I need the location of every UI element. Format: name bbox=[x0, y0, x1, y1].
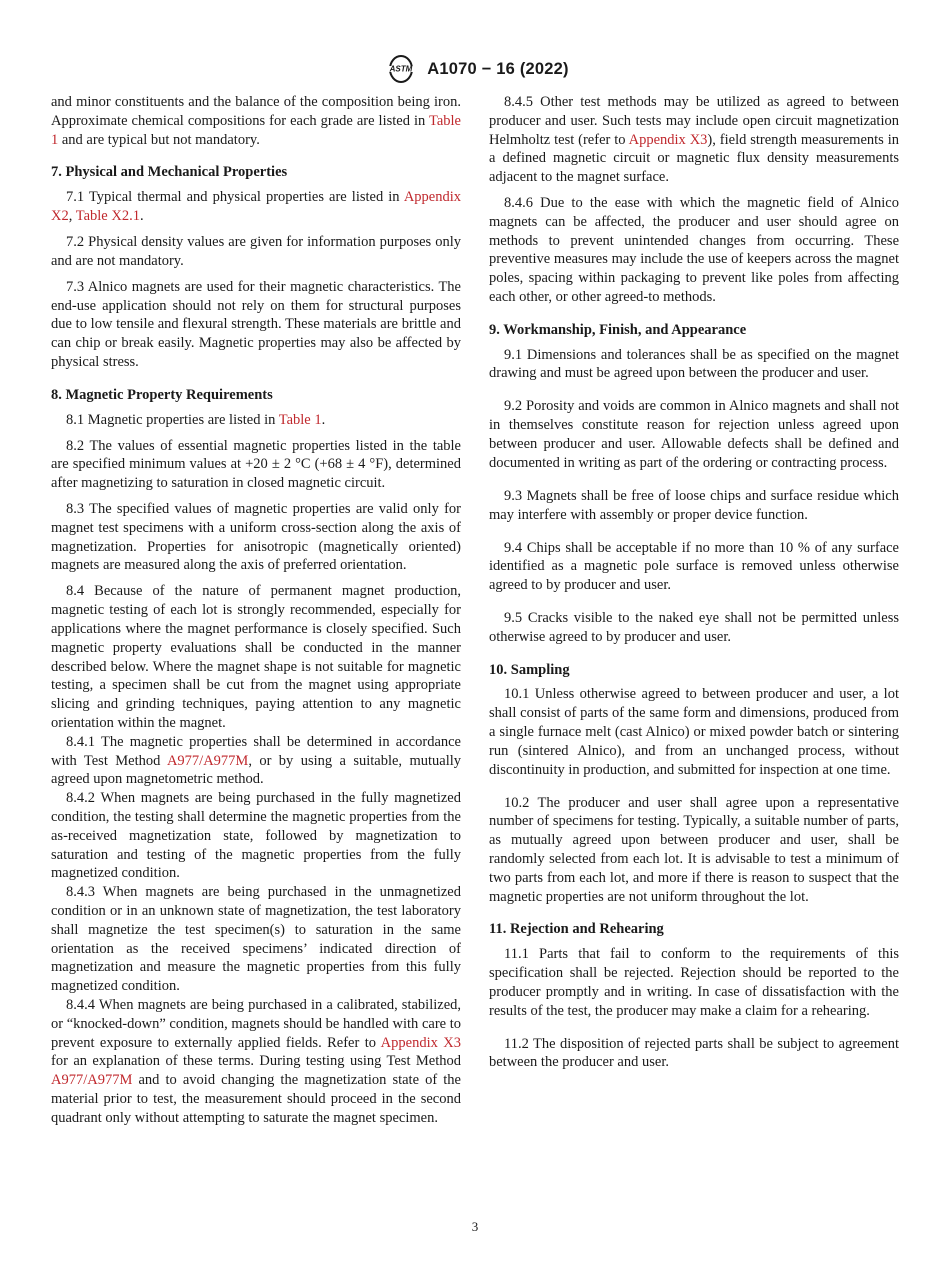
page-header bbox=[0, 54, 950, 84]
paragraph-8-4-6: 8.4.6 Due to the ease with which the magnetic field of Alnico magnets can be affected, the producer and user should agree on methods to prevent unintended changes from occurring. These preventive measures may include the use of keepers across the magnet poles, spacing within packaging to prevent like poles from affecting each other, or other agreed-to methods. bbox=[489, 194, 899, 305]
paragraph-8-4-3: 8.4.3 When magnets are being purchased in the unmagnetized condition or in an unknown state of magnetization, the test laboratory shall magnetize the test specimen(s) to saturation in the same orientation as the received specimens’ indicated direction of magnetization and measure the magnetic properties from this fully magnetized condition. bbox=[51, 884, 461, 995]
paragraph-7-1: 7.1 Typical thermal and physical properties are listed in Appendix X2, Table X2.1. bbox=[51, 189, 461, 224]
paragraph-8-4-2: 8.4.2 When magnets are being purchased in the fully magnetized condition, the testing shall determine the magnetic properties from the as-received magnetization state, followed by magnetization to saturation and testing of the magnetic properties from the fully magnetized condition. bbox=[51, 790, 461, 882]
paragraph-9-4: 9.4 Chips shall be acceptable if no more than 10 % of any surface identified as a magnetic pole surface is removed unless otherwise agreed to by producer and user. bbox=[489, 539, 899, 594]
paragraph-8-3: 8.3 The specified values of magnetic properties are valid only for magnet test specimens with a uniform cross-section along the axis of magnetization. Properties for anisotropic (magnetically oriented) magnets are measured along the axis of preferred orientation. bbox=[51, 501, 461, 574]
astm-logo bbox=[381, 54, 421, 84]
paragraph-8-4: 8.4 Because of the nature of permanent magnet production, magnetic testing of each lot is strongly recommended, especially for applications where the magnet performance is closely specified. Such magnetic property evaluations shall be conducted in the manner described below. Where the magnet shape is not suitable for magnetic testing, a specimen shall be cut from the magnet using appropriate slicing and grinding techniques, paying attention to any magnetic orientation within the magnet. bbox=[51, 583, 461, 732]
section-heading-9: 9. Workmanship, Finish, and Appearance bbox=[489, 321, 747, 338]
paragraph-10-2: 10.2 The producer and user shall agree upon a representative number of specimens for testing. Typically, a suitable number of parts, as mutually agreed upon between producer and user, shall be randomly selected from each lot. It is advisable to test a minimum of two parts from each lot, and more if there is reason to suspect that the magnetic properties are not uniform throughout the lot. bbox=[489, 794, 899, 905]
section-heading-11: 11. Rejection and Rehearing bbox=[489, 921, 664, 938]
paragraph-9-2: 9.2 Porosity and voids are common in Alnico magnets and shall not in themselves constitute reason for rejection unless agreed upon between producer and user. Allowable defects shall be defined and documented in writing as part of the ordering or contracting process. bbox=[489, 398, 899, 471]
link-table-x2-1[interactable]: Table X2.1 bbox=[75, 207, 140, 224]
link-appendix-x2[interactable]: Appendix X2 bbox=[51, 189, 461, 224]
right-column bbox=[489, 93, 899, 1079]
paragraph-11-1: 11.1 Parts that fail to conform to the requirements of this specification shall be rejected. Rejection should be reported to the producer promptly and in writing. In case of dissatisfaction with the results of the test, the producer may make a claim for a rehearing. bbox=[489, 946, 899, 1019]
section-heading-7: 7. Physical and Mechanical Properties bbox=[51, 164, 288, 181]
paragraph-continued: and minor constituents and the balance of the composition being iron. Approximate chemical compositions for each grade are listed in Table 1 and are typical but not mandatory. bbox=[51, 94, 461, 148]
link-appendix-x3[interactable]: Appendix X3 bbox=[380, 1034, 461, 1051]
paragraph-8-4-4: 8.4.4 When magnets are being purchased in a calibrated, stabilized, or “knocked-down” condition, magnets should be handled with care to prevent exposure to externally applied fields. Refer to Appendix X3 for an explanation of these terms. During testing using Test Method A977/A977M and to avoid changing the magnetization state of the material prior to test, the measurement should proceed in the second quadrant only without attempting to saturate the magnet specimen. bbox=[51, 997, 461, 1126]
paragraph-7-3: 7.3 Alnico magnets are used for their magnetic characteristics. The end-use application should not rely on them for structural purposes due to low tensile and flexural strength. These materials are brittle and can chip or break easily. Magnetic properties may also be affected by physical stress. bbox=[51, 278, 461, 370]
left-column bbox=[51, 93, 461, 1128]
paragraph-11-2: 11.2 The disposition of rejected parts shall be subject to agreement between the producer and user. bbox=[489, 1035, 899, 1071]
paragraph-9-3: 9.3 Magnets shall be free of loose chips and surface residue which may interfere with assembly or proper device function. bbox=[489, 487, 899, 523]
paragraph-10-1: 10.1 Unless otherwise agreed to between producer and user, a lot shall consist of parts of the same form and dimensions, produced from a single furnace melt (cast Alnico) or mixed powder batch or sintering run (sintered Alnico), and from an unchanged process, without discontinuity in production, and submitted for inspection at one time. bbox=[489, 686, 899, 778]
paragraph-8-4-5: 8.4.5 Other test methods may be utilized as agreed to between producer and user. Such tests may include open circuit magnetization Helmholtz test (refer to Appendix X3), field strength measurements in a defined magnetic circuit or magnetic flux density measurements adjacent to the magnet surface. bbox=[489, 94, 899, 186]
link-table-1[interactable]: Table 1 bbox=[278, 411, 322, 428]
paragraph-8-1: 8.1 Magnetic properties are listed in Table 1. bbox=[66, 411, 326, 428]
document-designation: A1070 − 16 (2022) bbox=[427, 59, 569, 78]
paragraph-9-1: 9.1 Dimensions and tolerances shall be as specified on the magnet drawing and must be agreed upon between the producer and user. bbox=[489, 346, 899, 382]
section-heading-8: 8. Magnetic Property Requirements bbox=[51, 386, 273, 403]
page-number: 3 bbox=[471, 1219, 479, 1234]
link-appendix-x3[interactable]: Appendix X3 bbox=[628, 131, 708, 148]
link-a977[interactable]: A977/A977M bbox=[51, 1072, 133, 1089]
link-table-1[interactable]: Table 1 bbox=[51, 112, 461, 148]
svg-text:ASTM: ASTM bbox=[389, 64, 413, 74]
paragraph-8-2: 8.2 The values of essential magnetic properties listed in the table are specified minimum values at +20 ± 2 °C (+68 ± 4 °F), determined after magnetizing to saturation in closed magnetic circuit. bbox=[51, 437, 461, 492]
link-a977[interactable]: A977/A977M bbox=[166, 752, 249, 769]
paragraph-7-2: 7.2 Physical density values are given for information purposes only and are not mandatory. bbox=[51, 233, 461, 269]
paragraph-9-5: 9.5 Cracks visible to the naked eye shall not be permitted unless otherwise agreed to by producer and user. bbox=[489, 610, 899, 645]
section-heading-10: 10. Sampling bbox=[489, 661, 570, 678]
paragraph-8-4-1: 8.4.1 The magnetic properties shall be determined in accordance with Test Method A977/A977M, or by using a suitable, mutually agreed upon magnetometric method. bbox=[51, 733, 461, 788]
